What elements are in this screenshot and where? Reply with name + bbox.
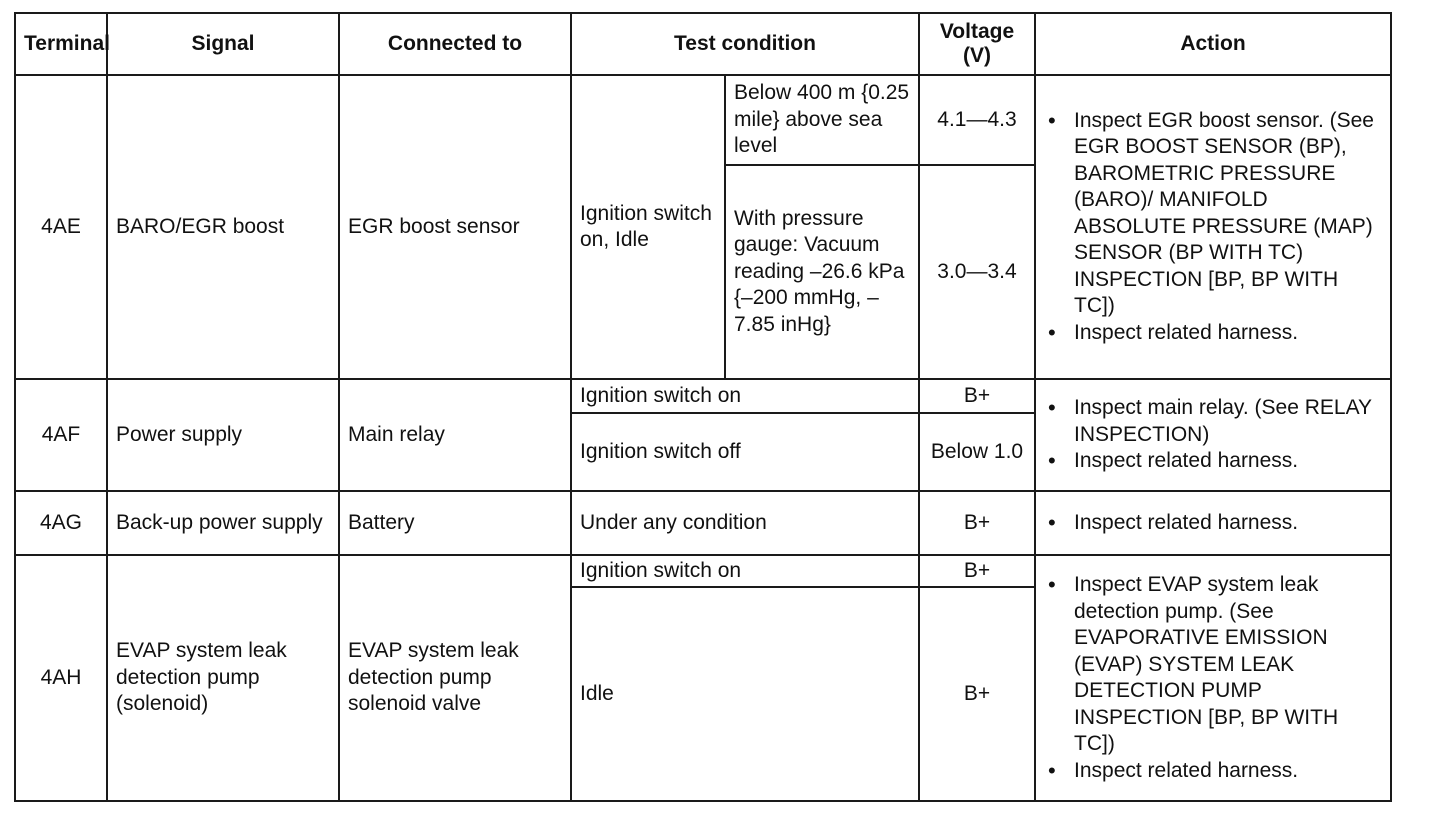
action-cell [1035,75,1391,379]
action-item: • Inspect EVAP system leak detection pump. (See EVAPORATIVE EMISSION (EVAP) SYSTEM LEAK DETECTION PUMP INSPECTION [BP, BP WITH TC]) [1074,572,1382,758]
terminal-inspection-table [14,12,1392,802]
terminal-cell: 4AF [15,379,107,491]
signal-cell: Power supply [107,379,339,491]
test-condition-cell: Idle [571,587,919,801]
test-condition-cell: Ignition switch off [571,413,919,491]
table-header-row [15,13,1391,75]
test-condition-cell: Ignition switch on [571,379,919,413]
test-condition-cell: Under any condition [571,491,919,555]
voltage-cell: B+ [919,379,1035,413]
connected-to-cell: EVAP system leak detection pump solenoid valve [339,555,571,801]
header-connected-to: Connected to [339,13,571,75]
table-row [15,379,1391,413]
header-action: Action [1035,13,1391,75]
terminal-table-container [14,12,1392,802]
voltage-cell: B+ [919,491,1035,555]
action-cell [1035,491,1391,555]
signal-cell: Back-up power supply [107,491,339,555]
header-voltage: Voltage (V) [919,13,1035,75]
voltage-cell: 3.0—3.4 [919,165,1035,379]
header-terminal: Terminal [15,13,107,75]
action-list [1044,108,1382,347]
header-signal: Signal [107,13,339,75]
terminal-cell: 4AG [15,491,107,555]
action-item: • Inspect related harness. [1074,320,1382,347]
connected-to-cell: Main relay [339,379,571,491]
voltage-cell: B+ [919,555,1035,587]
table-row [15,555,1391,587]
header-test-condition: Test condition [571,13,919,75]
action-list [1044,572,1382,784]
sub-condition-cell: Below 400 m {0.25 mile} above sea level [725,75,919,165]
table-row [15,491,1391,555]
action-list [1044,510,1382,537]
action-item: • Inspect related harness. [1074,758,1382,785]
action-item: • Inspect main relay. (See RELAY INSPECTION) [1074,395,1382,448]
table-row [15,75,1391,165]
test-condition-cell: Ignition switch on [571,555,919,587]
connected-to-cell: EGR boost sensor [339,75,571,379]
signal-cell: EVAP system leak detection pump (solenoid) [107,555,339,801]
voltage-cell: 4.1—4.3 [919,75,1035,165]
sub-condition-cell: With pressure gauge: Vacuum reading –26.6 kPa {–200 mmHg, –7.85 inHg} [725,165,919,379]
action-item: • Inspect related harness. [1074,448,1382,475]
connected-to-cell: Battery [339,491,571,555]
terminal-cell: 4AH [15,555,107,801]
action-cell [1035,379,1391,491]
action-item: • Inspect EGR boost sensor. (See EGR BOOST SENSOR (BP), BAROMETRIC PRESSURE (BARO)/ MANIFOLD ABSOLUTE PRESSURE (MAP) SENSOR (BP WITH TC) INSPECTION [BP, BP WITH TC]) [1074,108,1382,320]
action-item: • Inspect related harness. [1074,510,1382,537]
test-condition-cell: Ignition switch on, Idle [571,75,725,379]
voltage-cell: Below 1.0 [919,413,1035,491]
voltage-cell: B+ [919,587,1035,801]
action-cell [1035,555,1391,801]
action-list [1044,395,1382,475]
signal-cell: BARO/EGR boost [107,75,339,379]
terminal-cell: 4AE [15,75,107,379]
